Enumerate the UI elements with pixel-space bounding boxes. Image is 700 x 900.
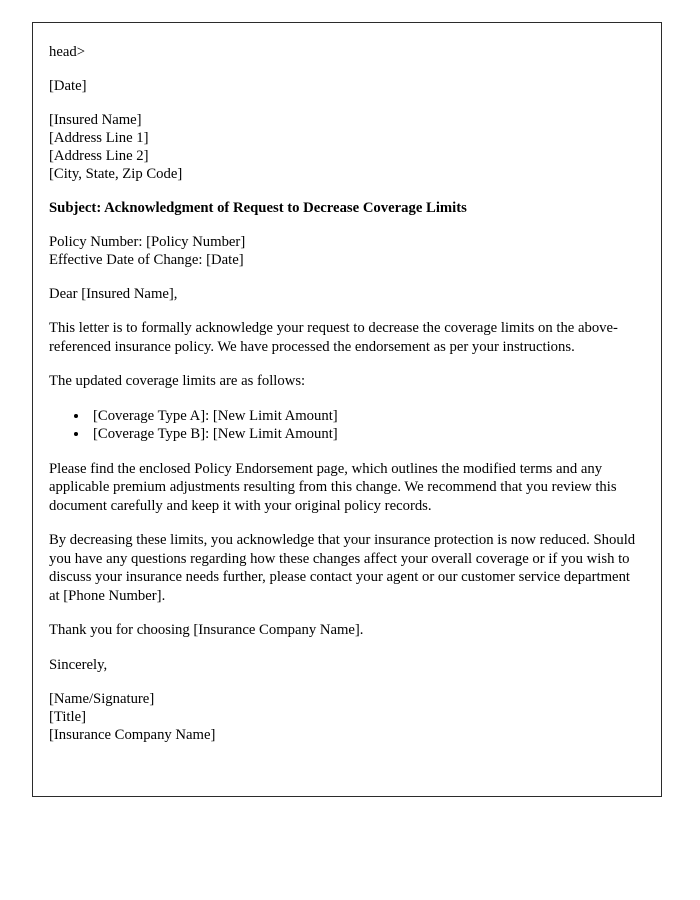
coverage-limits-list — [49, 407, 639, 444]
recipient-city-state-zip: [City, State, Zip Code] — [49, 166, 183, 182]
policy-number-line: Policy Number: [Policy Number] — [49, 234, 246, 250]
stray-html-fragment — [49, 43, 639, 61]
signature-title: [Title] — [49, 708, 86, 725]
document-body — [33, 23, 661, 762]
body-paragraph-2: The updated coverage limits are as follows: — [49, 373, 306, 389]
body-paragraph-3: Please find the enclosed Policy Endorsement page, which outlines the modified terms and any applicable premium adjustments resulting from this change. We recommend that you review this document carefully and keep it with your original policy records. — [49, 460, 617, 514]
salutation — [49, 285, 639, 303]
signature-company: [Insurance Company Name] — [49, 726, 216, 743]
closing — [49, 656, 639, 674]
subject-line: Subject: Acknowledgment of Request to Decrease Coverage Limits — [49, 200, 467, 216]
body-paragraph-4: By decreasing these limits, you acknowledge that your insurance protection is now reduced. Should you have any questions regarding how these changes affect your overall coverage or if you wish to discuss your insurance needs further, please contact your agent or our customer service department at [Phone Number]. — [49, 532, 636, 604]
policy-details-block — [49, 233, 639, 269]
recipient-address-line-2: [Address Line 2] — [49, 148, 149, 164]
closing-text: Sincerely, — [49, 656, 108, 673]
body-paragraph-5: Thank you for choosing [Insurance Company Name]. — [49, 622, 364, 638]
salutation-text: Dear [Insured Name], — [49, 286, 178, 302]
body-paragraph-1: This letter is to formally acknowledge your request to decrease the coverage limits on the above-referenced insurance policy. We have processed the endorsement as per your instructions. — [49, 320, 618, 355]
list-item: • [Coverage Type B]: [New Limit Amount] — [89, 425, 639, 444]
recipient-address-block — [49, 111, 639, 183]
list-item: • [Coverage Type A]: [New Limit Amount] — [89, 407, 639, 426]
document-page — [32, 22, 662, 797]
signature-name: [Name/Signature] — [49, 690, 155, 707]
signature-block — [49, 690, 639, 744]
stray-fragment-text: head> — [49, 44, 86, 60]
date-placeholder: [Date] — [49, 78, 87, 94]
recipient-address-line-1: [Address Line 1] — [49, 130, 149, 146]
recipient-name: [Insured Name] — [49, 112, 142, 128]
letter-date — [49, 77, 639, 95]
effective-date-line: Effective Date of Change: [Date] — [49, 252, 244, 268]
